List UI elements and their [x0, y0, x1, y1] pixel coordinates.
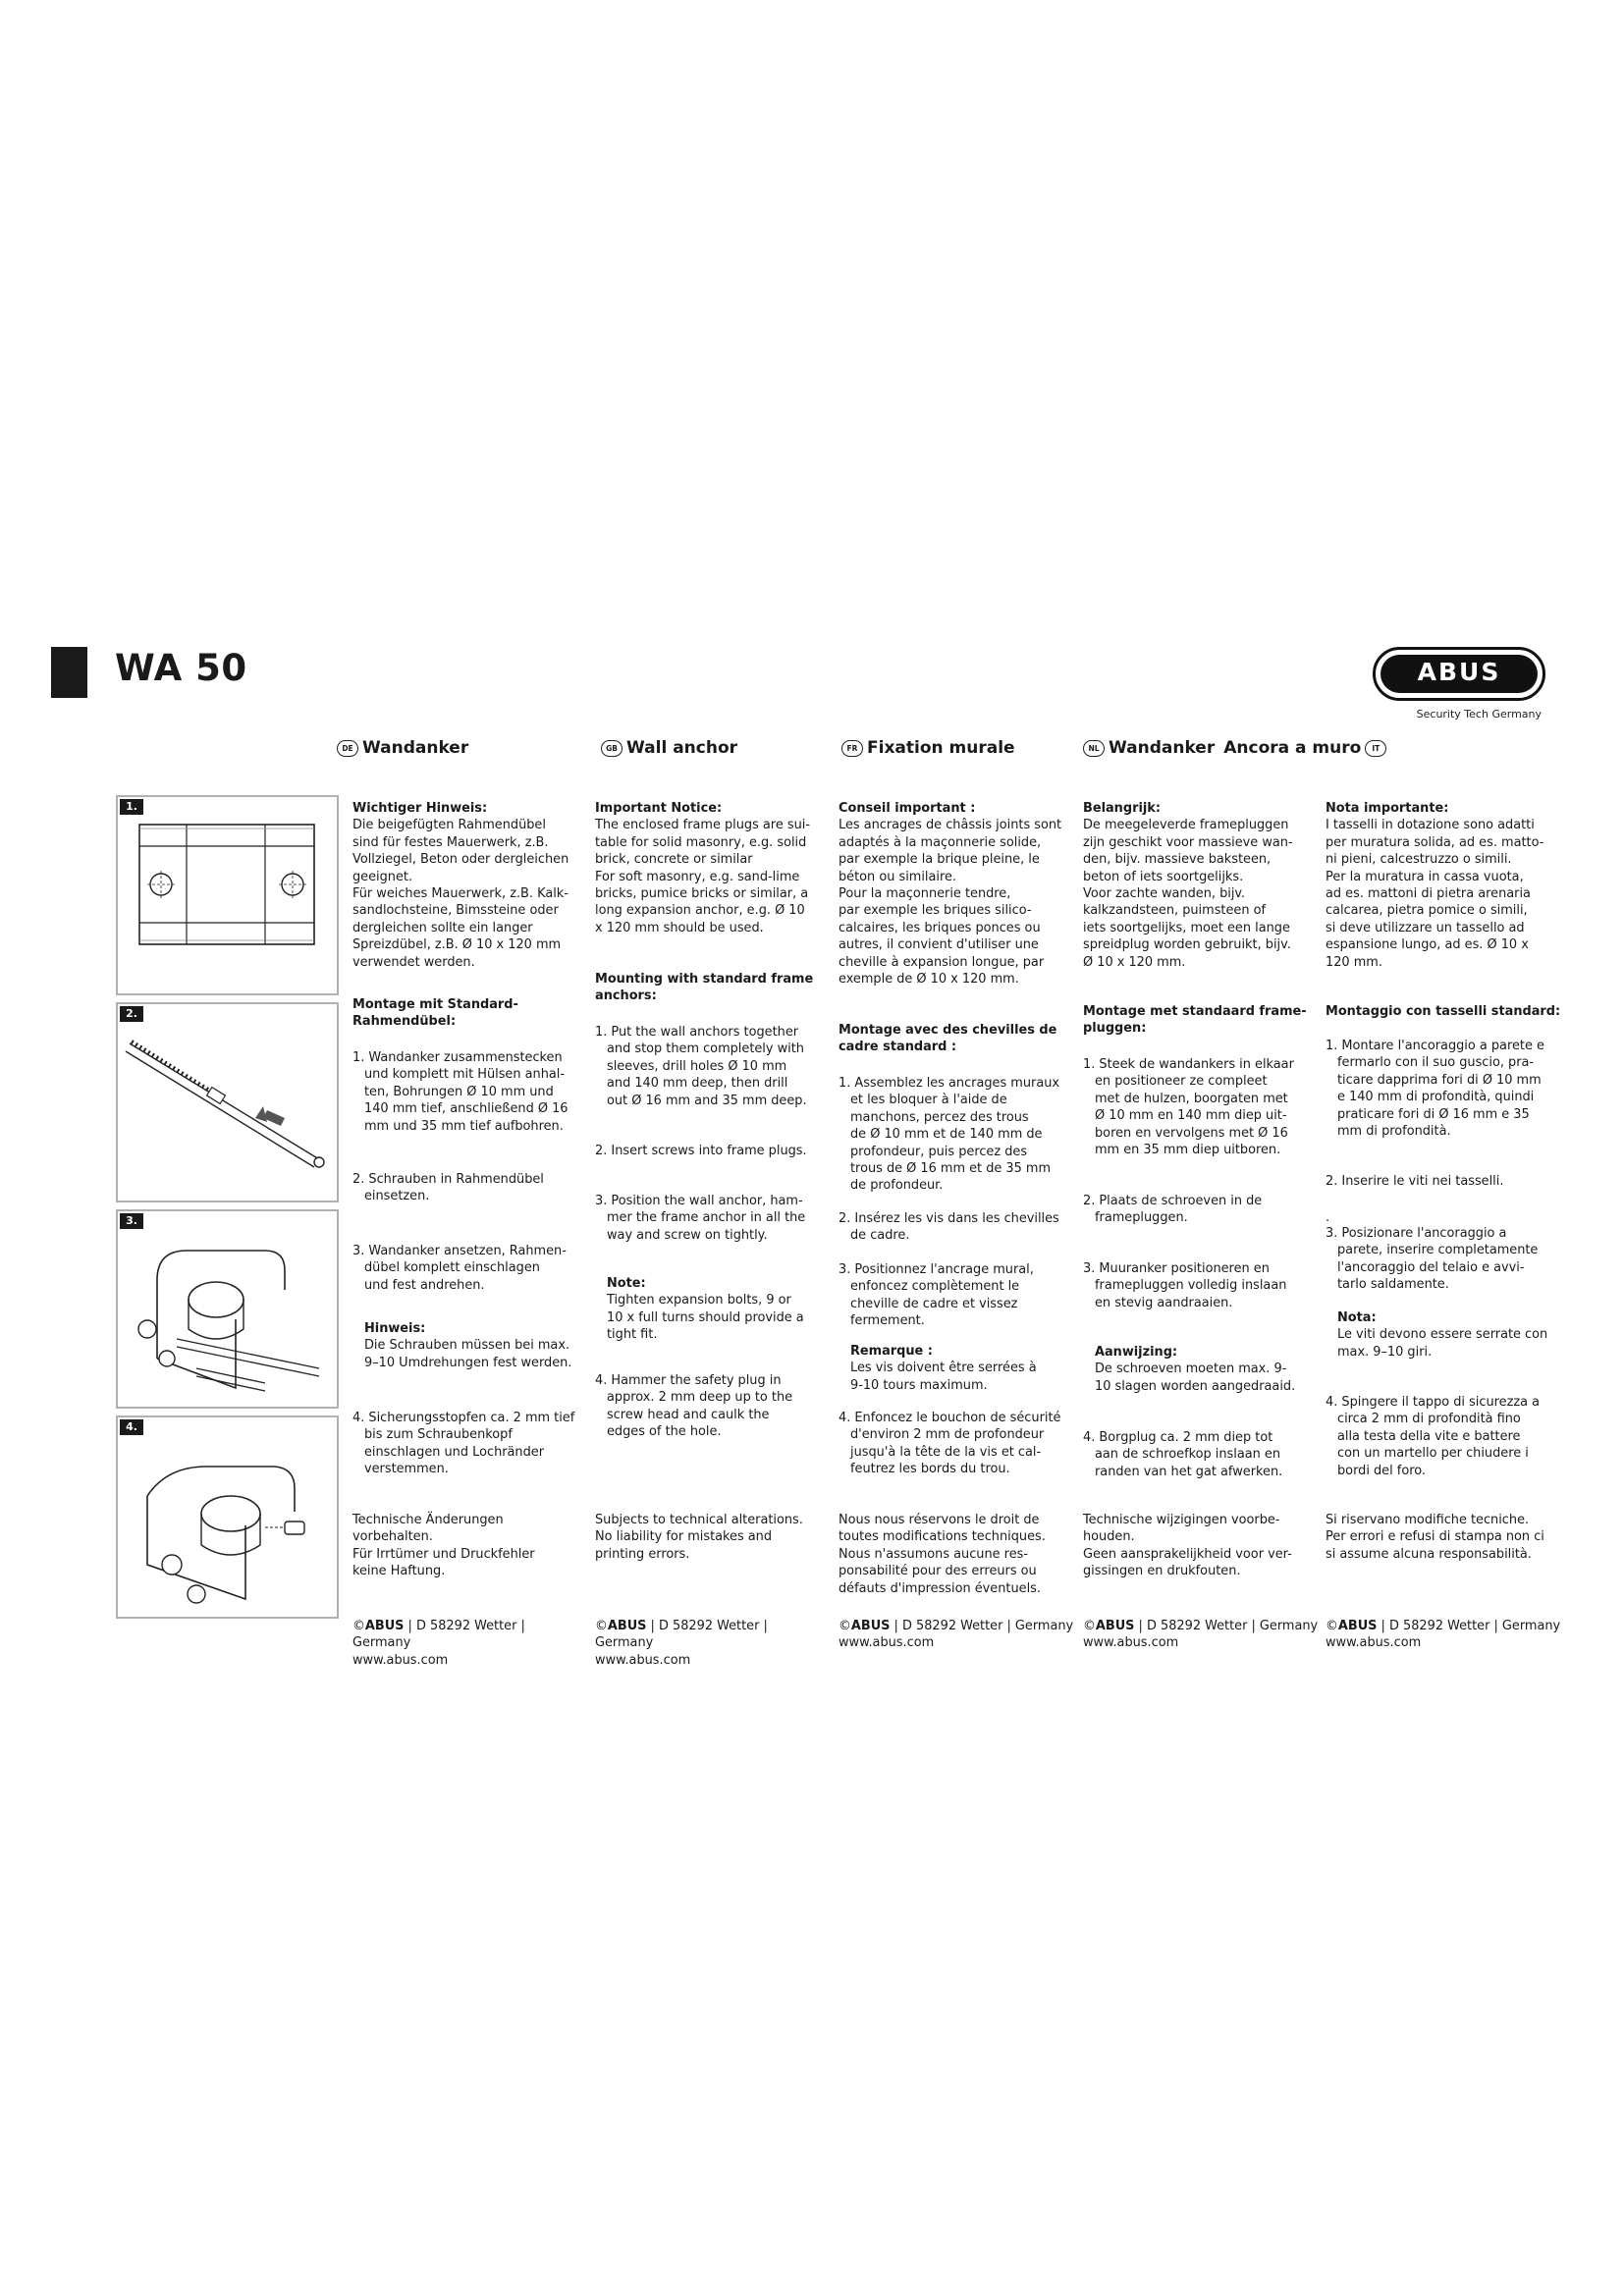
step-4-it: 4. Spingere il tappo di sicurezza a circa 2 mm di profondità fino alla testa della vite e battere con un martello per chiudere i bordi del foro. [1326, 1395, 1541, 1478]
flag-fr-icon: FR [841, 740, 863, 757]
heading-gb: GB Wall anchor [601, 738, 737, 758]
figure-1 [116, 795, 339, 995]
step-3-fr: 3. Positionnez l'ancrage mural, enfoncez complètement le cheville de cadre et vissez fermement. [839, 1262, 1034, 1329]
footer-fr: ©ABUS | D 58292 Wetter | Germany www.abus.com [839, 1619, 1074, 1651]
flag-nl-icon: NL [1083, 740, 1105, 757]
notice-title-it: Nota importante: [1326, 801, 1449, 816]
logo-tagline: Security Tech Germany [1416, 708, 1542, 721]
mount-title-de: Montage mit Standard- Rahmendübel: [352, 997, 518, 1030]
tech-notice-fr: Nous nous réservons le droit de toutes modifications techniques. Nous n'assumons aucune res- ponsabilité pour des erreurs ou défauts d'impression éventuels. [839, 1513, 1046, 1596]
step-1-nl: 1. Steek de wandankers in elkaar en positioneer ze compleet met de hulzen, boorgaten met Ø 10 mm en 140 mm diep uit- boren en vervolgens met Ø 16 mm en 35 mm diep uitboren. [1083, 1057, 1294, 1158]
step-3-it: 3. Posizionare l'ancoraggio a parete, inserire completamente l'ancoraggio del telaio e avvi- tarlo saldamente. [1326, 1226, 1539, 1293]
step-4-de: 4. Sicherungsstopfen ca. 2 mm tief bis zum Schraubenkopf einschlagen und Lochränder verstemmen. [352, 1411, 575, 1477]
notice-title-gb: Important Notice: [595, 801, 723, 816]
wall-anchor-front-icon [118, 797, 337, 993]
screw-and-plug-icon [118, 1004, 337, 1201]
flag-gb-icon: GB [601, 740, 623, 757]
step-4-nl: 4. Borgplug ca. 2 mm diep tot aan de schroefkop inslaan en randen van het gat afwerken. [1083, 1430, 1283, 1479]
anchor-mounted-screws-icon [118, 1211, 337, 1408]
heading-nl-it: NL Wandanker Ancora a muro IT [1083, 738, 1386, 758]
tech-notice-nl: Technische wijzigingen voorbe- houden. Geen aansprakelijkheid voor ver- gissingen en drukfouten. [1083, 1513, 1292, 1579]
mount-title-gb: Mounting with standard frame anchors: [595, 972, 814, 1004]
step-1-de: 1. Wandanker zusammenstecken und komplett mit Hülsen anhal- ten, Bohrungen Ø 10 mm und 140 mm tief, anschließend Ø 16 mm und 35 mm tief aufbohren. [352, 1050, 568, 1134]
step-3-de: 3. Wandanker ansetzen, Rahmen- dübel komplett einschlagen und fest andrehen. [352, 1244, 567, 1293]
heading-fr: FR Fixation murale [841, 738, 1015, 758]
mount-title-it: Montaggio con tasselli standard: [1326, 1004, 1561, 1019]
step-3-nl: 3. Muuranker positioneren en framepluggen volledig inslaan en stevig aandraaien. [1083, 1261, 1287, 1310]
step-2-gb: 2. Insert screws into frame plugs. [595, 1144, 807, 1158]
note-de: Hinweis: Die Schrauben müssen bei max. 9–10 Umdrehungen fest werden. [364, 1321, 572, 1370]
heading-de: DE Wandanker [337, 738, 468, 758]
figure-3 [116, 1209, 339, 1409]
note-nl: Aanwijzing: De schroeven moeten max. 9- 10 slagen worden aangedraaid. [1095, 1345, 1296, 1394]
logo-text: ABUS [1417, 658, 1501, 686]
step-4-fr: 4. Enfoncez le bouchon de sécurité d'environ 2 mm de profondeur jusqu'à la tête de la vis et cal- feutrez les bords du trou. [839, 1411, 1061, 1477]
step-1-it: 1. Montare l'ancoraggio a parete e fermarlo con il suo guscio, pra- ticare dapprima fori di Ø 10 mm e 140 mm di profondità, quindi praticare fori di Ø 16 mm e 35 mm di profondità. [1326, 1039, 1544, 1140]
column-de: Wichtiger Hinweis: Die beigefügten Rahmendübel sind für festes Mauerwerk, z.B. Vollziegel, Beton oder dergleichen geeignet. Für weiches Mauerwerk, z.B. Kalk- sandlochsteine, Bimssteine oder dergleichen sollte ein langer Spreizdübel, z.B. Ø 10 x 120 mm verwendet werden. Montage mit Standard- Rahmendübel: 1. Wandanker zusammenstecken und komplett mit Hülsen anhal- ten, Bohrungen Ø 10 mm und 140 mm tief, anschließend Ø 16 mm und 35 mm tief aufbohren. 2. Schrauben in Rahmendübel einsetzen. 3. Wandanker ansetzen, Rahmen- dübel komplett einschlagen und fest andrehen. Hinweis: Die Schrauben müssen bei max. 9–10 Umdrehungen fest werden. 4. Sicherungsstopfen ca. 2 mm tief bis zum Schraubenkopf einschlagen und Lochränder verstemmen. Technische Änderungen vorbehalten. Für Irrtümer und Druckfehler keine Haftung. ©ABUS | D 58292 Wetter | Germany www.abus.com [352, 800, 584, 971]
website-link-gb: www.abus.com [595, 1652, 691, 1668]
logo-pill [1373, 647, 1545, 701]
step-1-fr: 1. Assemblez les ancrages muraux et les bloquer à l'aide de manchons, percez des trous de Ø 10 mm et de 140 mm de profondeur, puis percez des trous de Ø 16 mm et de 35 mm de profondeur. [839, 1076, 1060, 1194]
notice-title-fr: Conseil important : [839, 801, 976, 816]
figure-2 [116, 1002, 339, 1202]
column-fr: Conseil important : Les ancrages de châssis joints sont adaptés à la maçonnerie solide, par exemple la brique pleine, le béton ou similaire. Pour la maçonnerie tendre, par exemple les briques silico- calcaires, les briques ponces ou autres, il convient d'utiliser une cheville à expansion longue, par exemple de Ø 10 x 120 mm. Montage avec des chevilles de cadre standard : 1. Assemblez les ancrages muraux et les bloquer à l'aide de manchons, percez des trous de Ø 10 mm et de 140 mm de profondeur, puis percez des trous de Ø 16 mm et de 35 mm de profondeur. 2. Insérez les vis dans les chevilles de cadre. 3. Positionnez l'ancrage mural, enfoncez complètement le cheville de cadre et vissez fermement. Remarque : Les vis doivent être serrées à 9-10 tours maximum. 4. Enfoncez le bouchon de sécurité d'environ 2 mm de profondeur jusqu'à la tête de la vis et cal- feutrez les bords du trou. Nous nous réservons le droit de toutes modifications techniques. Nous n'assumons aucune res- ponsabilité pour des erreurs ou défauts d'impression éventuels. ©ABUS | D 58292 Wetter | Germany www.abus.com [839, 801, 1074, 1651]
website-link-nl: www.abus.com [1083, 1635, 1179, 1651]
footer-gb: ©ABUS | D 58292 Wetter | Germany www.abus.com [595, 1618, 827, 1669]
step-4-gb: 4. Hammer the safety plug in approx. 2 mm deep up to the screw head and caulk the edges of the hole. [595, 1373, 793, 1440]
product-title: WA 50 [115, 647, 247, 689]
column-nl: Belangrijk: De meegeleverde framepluggen zijn geschikt voor massieve wan- den, bijv. massieve baksteen, beton of iets soortgelijks. Voor zachte wanden, bijv. kalkzandsteen, puimsteen of iets soortgelijks, moet een lange spreidplug worden gebruikt, bijv. Ø 10 x 120 mm. Montage met standaard frame- pluggen: 1. Steek de wandankers in elkaar en positioneer ze compleet met de hulzen, boorgaten met Ø 10 mm en 140 mm diep uit- boren en vervolgens met Ø 16 mm en 35 mm diep uitboren. 2. Plaats de schroeven in de framepluggen. 3. Muuranker positioneren en framepluggen volledig inslaan en stevig aandraaien. Aanwijzing: De schroeven moeten max. 9- 10 slagen worden aangedraaid. 4. Borgplug ca. 2 mm diep tot aan de schroefkop inslaan en randen van het gat afwerken. Technische wijzigingen voorbe- houden. Geen aansprakelijkheid voor ver- gissingen en drukfouten. ©ABUS | D 58292 Wetter | Germany www.abus.com [1083, 801, 1319, 1651]
note-gb: Note: Tighten expansion bolts, 9 or 10 x full turns should provide a tight fit. [607, 1276, 804, 1343]
column-gb: Important Notice: The enclosed frame plugs are sui- table for solid masonry, e.g. solid brick, concrete or similar For soft masonry, e.g. sand-lime bricks, pumice bricks or similar, a long expansion anchor, e.g. Ø 10 x 120 mm should be used. Mounting with standard frame anchors: 1. Put the wall anchors together and stop them completely with sleeves, drill holes Ø 10 mm and 140 mm deep, then drill out Ø 16 mm and 35 mm deep. 2. Insert screws into frame plugs. 3. Position the wall anchor, ham- mer the frame anchor in all the way and screw on tightly. Note: Tighten expansion bolts, 9 or 10 x full turns should provide a tight fit. 4. Hammer the safety plug in approx. 2 mm deep up to the screw head and caulk the edges of the hole. Subjects to technical alterations. No liability for mistakes and printing errors. ©ABUS | D 58292 Wetter | Germany www.abus.com [595, 800, 827, 936]
step-2-it: 2. Inserire le viti nei tasselli. [1326, 1174, 1504, 1189]
safety-plug-icon [118, 1417, 337, 1617]
figure-4 [116, 1415, 339, 1619]
abus-logo [1373, 647, 1549, 721]
stray-dot-it: . [1326, 1210, 1330, 1225]
mount-title-nl: Montage met standaard frame- pluggen: [1083, 1004, 1307, 1037]
tech-notice-de: Technische Änderungen vorbehalten. Für Irrtümer und Druckfehler keine Haftung. [352, 1513, 535, 1579]
notice-title-de: Wichtiger Hinweis: [352, 801, 488, 816]
step-2-nl: 2. Plaats de schroeven in de framepluggen. [1083, 1194, 1263, 1226]
footer-it: ©ABUS | D 58292 Wetter | Germany www.abus.com [1326, 1618, 1565, 1652]
step-1-gb: 1. Put the wall anchors together and stop them completely with sleeves, drill holes Ø 10 mm and 140 mm deep, then drill out Ø 16 mm and 35 mm deep. [595, 1025, 807, 1108]
footer-de: ©ABUS | D 58292 Wetter | Germany www.abus.com [352, 1618, 584, 1669]
figure-1-badge: 1. [120, 799, 143, 815]
website-link-it: www.abus.com [1326, 1635, 1422, 1651]
notice-title-nl: Belangrijk: [1083, 801, 1162, 816]
flag-it-icon: IT [1365, 740, 1386, 757]
step-2-de: 2. Schrauben in Rahmendübel einsetzen. [352, 1172, 544, 1204]
figure-4-badge: 4. [120, 1419, 143, 1435]
tech-notice-it: Si riservano modifiche tecniche. Per errori e refusi di stampa non ci si assume alcuna responsabilità. [1326, 1513, 1544, 1562]
tech-notice-gb: Subjects to technical alterations. No liability for mistakes and printing errors. [595, 1513, 803, 1562]
note-it: Nota: Le viti devono essere serrate con max. 9–10 giri. [1337, 1310, 1548, 1360]
figure-3-badge: 3. [120, 1213, 143, 1229]
mount-title-fr: Montage avec des chevilles de cadre standard : [839, 1023, 1057, 1055]
flag-de-icon: DE [337, 740, 358, 757]
step-3-gb: 3. Position the wall anchor, ham- mer the frame anchor in all the way and screw on tightly. [595, 1194, 806, 1243]
step-2-fr: 2. Insérez les vis dans les chevilles de cadre. [839, 1211, 1059, 1244]
black-marker-bar [51, 647, 87, 698]
website-link-de: www.abus.com [352, 1652, 449, 1668]
figure-2-badge: 2. [120, 1006, 143, 1022]
note-fr: Remarque : Les vis doivent être serrées à 9-10 tours maximum. [850, 1344, 1037, 1393]
footer-nl: ©ABUS | D 58292 Wetter | Germany www.abus.com [1083, 1619, 1319, 1651]
column-it: Nota importante: I tasselli in dotazione sono adatti per muratura solida, ad es. matto- ni pieni, calcestruzzo o simili. Per la muratura in cassa vuota, ad es. mattoni di pietra arenaria calcarea, pietra pomice o simili, si deve utilizzare un tassello ad espansione lungo, ad es. Ø 10 x 120 mm. Montaggio con tasselli standard: 1. Montare l'ancoraggio a parete e fermarlo con il suo guscio, pra- ticare dapprima fori di Ø 10 mm e 140 mm di profondità, quindi praticare fori di Ø 16 mm e 35 mm di profondità. 2. Inserire le viti nei tasselli. . 3. Posizionare l'ancoraggio a parete, inserire completamente l'ancoraggio del telaio e avvi- tarlo saldamente. Nota: Le viti devono essere serrate con max. 9–10 giri. 4. Spingere il tappo di sicurezza a circa 2 mm di profondità fino alla testa della vite e battere con un martello per chiudere i bordi del foro. Si riservano modifiche tecniche. Per errori e refusi di stampa non ci si assume alcuna responsabilità. ©ABUS | D 58292 Wetter | Germany www.abus.com [1326, 800, 1565, 971]
website-link-fr: www.abus.com [839, 1635, 935, 1651]
